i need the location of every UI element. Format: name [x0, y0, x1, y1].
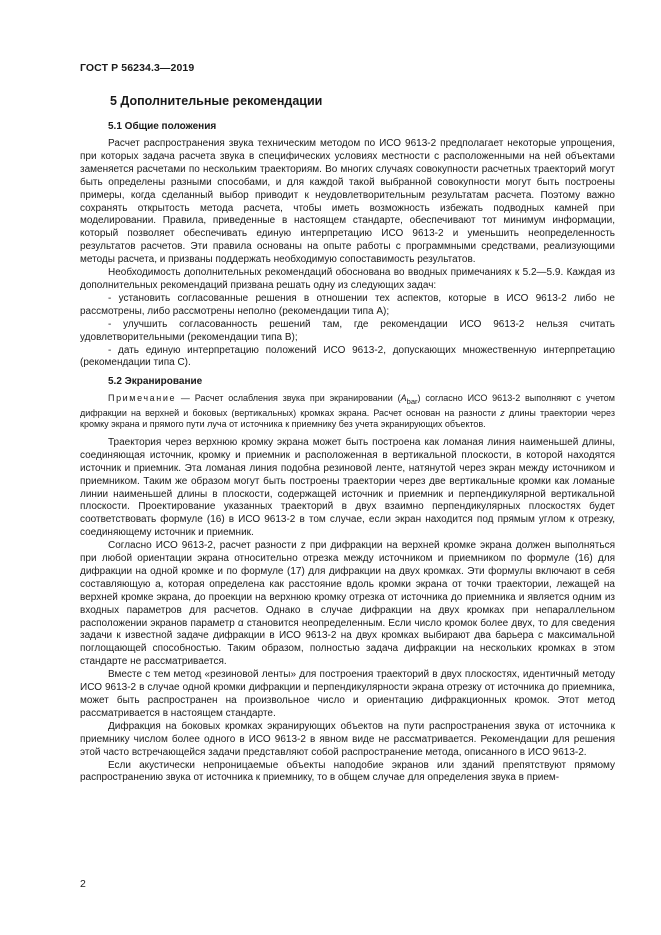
subsection-title-screening: 5.2 Экранирование	[108, 376, 203, 388]
list-item: - улучшить согласованность решений там, где рекомендации ИСО 9613-2 нельзя считать удовлетворительными (рекомендации типа В);	[80, 318, 615, 343]
paragraph: Согласно ИСО 9613-2, расчет разности z при дифракции на верхней кромке экрана должен выполняться при любой ориентации экрана относительно отрезка между источником и приемником по формуле (16) для дифракции на одной кромке и по формуле (17) для дифракции на двух кромках. Эти формулы включают в себя составляющую a, которая определена как расстояние вдоль кромки экрана от точки траектории, лежащей на верхней кромке экрана, до проекции на верхнюю кромку отрезка от источника до приемника и является одним из входных параметров для расчетов. Однако в случае дифракции на двух кромках при непараллельном расположении экранов параметр α становится неопределенным. Если число кромок более двух, то для сведения задачи к известной задаче дифракции в ИСО 9613-2 на двух кромках выбирают два барьера с максимальной поглощающей способностью. Таким образом, полностью задача дифракции на нескольких кромках в этом стандарте не рассматривается.	[80, 540, 615, 668]
paragraph: Дифракция на боковых кромках экранирующих объектов на пути распространения звука от источника к приемнику числом более одного в ИСО 9613-2 в явном виде не рассматривается. Рекомендации для решения этой часто встречающейся задачи представляют собой распространение метода, описанного в ИСО 9613-2.	[80, 720, 615, 758]
subsection-title-general: 5.1 Общие положения	[108, 121, 217, 132]
paragraph: Траектория через верхнюю кромку экрана может быть построена как ломаная линия наименьшей длины, соединяющая источник, кромку и приемник и расположенная в вертикальной плоскости, в которой находятся источник и приемник. Эта ломаная линия подобна резиновой ленте, натянутой через экран между источником и приемником. Таким же образом могут быть построены траектории через две вертикальные кромки как ломаные линии наименьшей длины в плоскости, содержащей источник и приемник и перпендикулярной вертикальной плоскости. Проектирование указанных траекторий в двух взаимно перпендикулярных плоскостях будет соответствовать формуле (16) в ИСО 9613-2 в том случае, если экран находится под прямым углом к отрезку, соединяющему источник и приемник.	[80, 436, 615, 539]
paragraph: Расчет распространения звука техническим методом по ИСО 9613-2 предполагает некоторые упрощения, при которых задача расчета звука в специфических условиях местности с расположенными на ней объектами заменяется расчетами по нескольким траекториям. Во многих случаях совокупности расчетных траекторий могут быть определены разными способами, и для каждой такой выбранной совокупности могут быть построены примеры, когда сделанный выбор приводит к неудовлетворительным результатам расчета. Поэтому важно сохранять открытость метода расчета, чтобы иметь возможность избежать подводных камней при моделировании. Правила, приведенные в настоящем стандарте, обеспечивают тот минимум информации, который позволяет обеспечивать единую интерпретацию ИСО 9613-2 и уменьшить неопределенность результатов расчетов. Эти правила основаны на опыте работы с программными средствами, реализующими методы расчета, и призваны поддержать необходимую сопоставимость результатов.	[80, 138, 615, 266]
note: Примечание — Расчет ослабления звука при экранировании $(A_{bar})$ согласно ИСО 9613-2 выполняют с учетом дифракции на верхней и боковых (вертикальных) кромках экрана. Расчет основан на разности z длины траектории через кромку экрана и прямого пути луча от источника к приемнику без учета экранирующих объектов.	[80, 393, 615, 430]
page-content	[80, 94, 615, 785]
symbol-z: z	[500, 407, 505, 418]
list-item: - установить согласованные решения в отношении тех аспектов, которые в ИСО 9613-2 либо не рассмотрены, либо рассмотрены неполно (рекомендации типа А);	[80, 292, 615, 317]
note-label: Примечание	[108, 393, 177, 404]
section-title: 5 Дополнительные рекомендации	[110, 94, 323, 108]
document-code: ГОСТ Р 56234.3—2019	[80, 62, 195, 74]
page-number: 2	[80, 878, 86, 890]
paragraph: Вместе с тем метод «резиновой ленты» для построения траекторий в двух плоскостях, идентичный методу ИСО 9613-2 в случае одной кромки дифракции и перпендикулярности экрана отрезку от источника до приемника, может быть распространен на произвольное число и ориентацию дифракционных кромок. Этот метод рассматривается в настоящем стандарте.	[80, 669, 615, 719]
paragraph: Если акустически непроницаемые объекты наподобие экранов или зданий препятствуют прямому распространению звука от источника к приемнику, то в общем случае для определения звука в прием-	[80, 759, 615, 784]
symbol-a: A	[400, 393, 407, 404]
paragraph: Необходимость дополнительных рекомендаций обоснована во вводных примечаниях к 5.2—5.9. Каждая из дополнительных рекомендаций призвана решать одну из следующих задач:	[80, 267, 615, 291]
list-item: - дать единую интерпретацию положений ИСО 9613-2, допускающих множественную интерпретацию (рекомендации типа С).	[80, 344, 615, 369]
